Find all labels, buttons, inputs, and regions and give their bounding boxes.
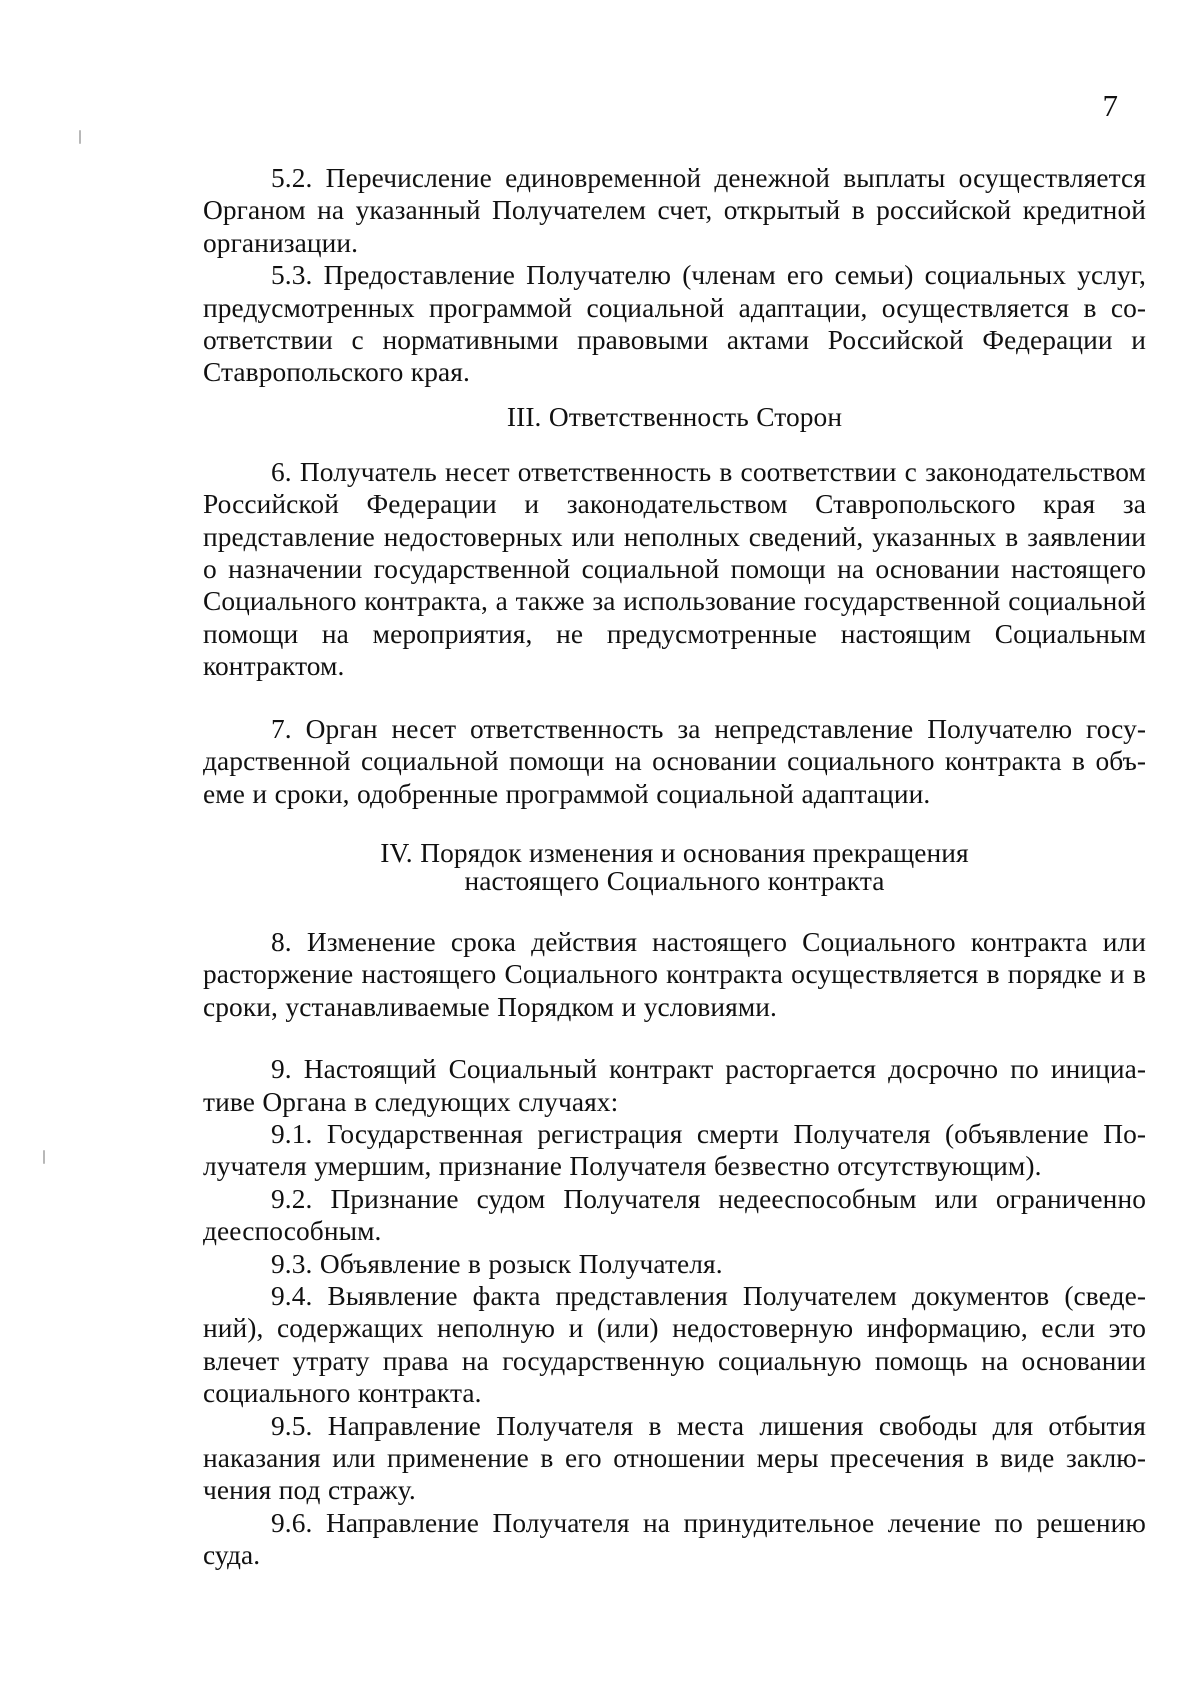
paragraph-9-4: 9.4. Выявление факта представления Получателем документов (сведений), содержащих неполную и (или) недостоверную информацию, если это влечет утрату права на государственную социальную помощь на основании социального контракта. [203, 1280, 1146, 1409]
paragraph-6: 6. Получатель несет ответственность в соответствии с законодательством Российской Федерации и законодательством Ставропольского края за представление недостоверных или неполных сведений, указанных в заявлении о назначении государственной социальной помощи на основании настоящего Социального контракта, а также за использование государственной социальной помощи на мероприятия, не предусмотренные настоящим Социальным контрактом. [203, 456, 1146, 682]
page-number: 7 [1102, 88, 1118, 123]
paragraph-5-3: 5.3. Предоставление Получателю (членам его семьи) социальных услуг, предусмотренных программой социальной адаптации, осуществляется в соответствии с нормативными правовыми актами Российской Федерации и Ставропольского края. [203, 260, 1146, 388]
paragraph-8: 8. Изменение срока действия настоящего Социального контракта или расторжение настоящего Социального контракта осуществляется в порядке и в сроки, устанавливаемые Порядком и условиями. [203, 926, 1146, 1022]
scan-artifact [43, 1150, 45, 1164]
section-heading-iii: III. Ответственность Сторон [506, 401, 843, 432]
paragraph-5-2: 5.2. Перечисление единовременной денежной выплаты осуществляется Органом на указанный Получателем счет, открытый в российской кредитной организации. [203, 163, 1146, 258]
paragraph-9-3: 9.3. Объявление в розыск Получателя. [271, 1248, 723, 1279]
scan-artifact [79, 130, 81, 144]
document-body [203, 162, 1146, 1572]
paragraph-9: 9. Настоящий Социальный контракт расторгается досрочно по инициативе Органа в следующих случаях: [203, 1054, 1146, 1117]
paragraph-9-1: 9.1. Государственная регистрация смерти Получателя (объявление Получателя умершим, признание Получателя безвестно отсутствующим). [203, 1118, 1146, 1182]
paragraph-9-6: 9.6. Направление Получателя на принудительное лечение по решению суда. [203, 1507, 1146, 1571]
paragraph-7: 7. Орган несет ответственность за непредставление Получателю государственной социальной помощи на основании социального контракта в объеме и сроки, одобренные программой социальной адаптации. [203, 713, 1146, 809]
section-heading-iv-line2: настоящего Социального контракта [464, 865, 885, 896]
section-heading-iv-line1: IV. Порядок изменения и основания прекращения [380, 837, 969, 868]
paragraph-9-2: 9.2. Признание судом Получателя недееспособным или ограниченно дееспособным. [203, 1183, 1146, 1247]
paragraph-9-5: 9.5. Направление Получателя в места лишения свободы для отбытия наказания или применение в его отношении меры пресечения в виде заключения под стражу. [203, 1410, 1146, 1506]
section-heading-iv [203, 839, 1146, 895]
